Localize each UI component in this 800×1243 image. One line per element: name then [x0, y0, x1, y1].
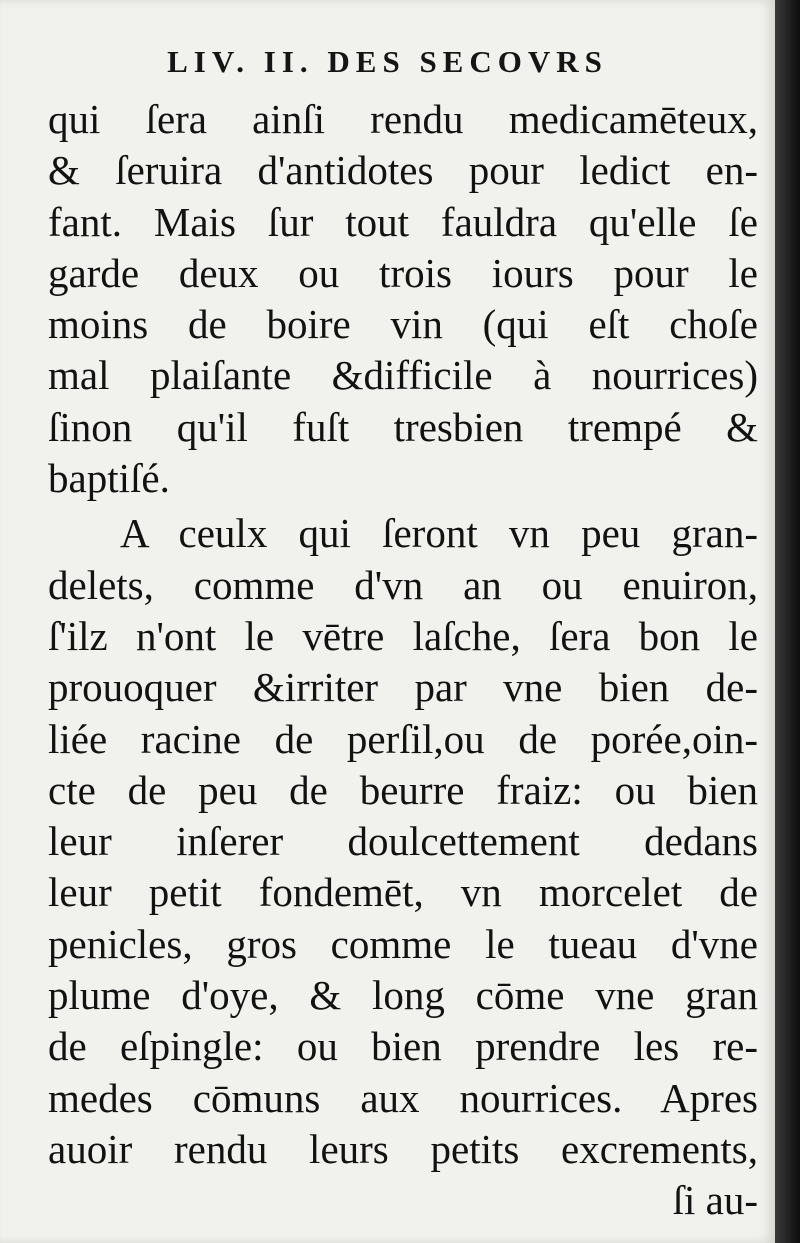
- text-line: cte de peu de beurre fraiz: ou bien: [48, 766, 758, 813]
- text-line: mal plaiſante &difficile à nourrices): [48, 352, 758, 399]
- body-text: [48, 94, 758, 1227]
- text-line: & ſeruira d'antidotes pour ledict en-: [48, 147, 758, 194]
- page-edge-shadow: [775, 0, 800, 1243]
- text-line: ſ'ilz n'ont le vētre laſche, ſera bon le: [48, 612, 758, 659]
- text-line: fant. Mais ſur tout fauldra qu'elle ſe: [48, 198, 758, 245]
- catchword: ſi au-: [672, 1177, 758, 1224]
- paragraph: [48, 94, 758, 504]
- text-line: de eſpingle: ou bien prendre les re-: [48, 1023, 758, 1070]
- text-line: leur petit fondemēt, vn morcelet de: [48, 869, 758, 916]
- text-line: qui ſera ainſi rendu medicamēteux,: [48, 96, 758, 142]
- text-line: garde deux ou trois iours pour le: [48, 249, 758, 296]
- text-line: medes cōmuns aux nourrices. Apres: [48, 1074, 758, 1121]
- text-line: delets, comme d'vn an ou enuiron,: [48, 561, 758, 608]
- text-line: liée racine de perſil,ou de porée,oin-: [48, 715, 758, 762]
- text-line: auoir rendu leurs petits excrements,: [48, 1125, 758, 1172]
- text-line: prouoquer &irriter par vne bien de-: [48, 664, 758, 711]
- text-line: moins de boire vin (qui eſt choſe: [48, 301, 758, 348]
- text-line: A ceulx qui ſeront vn peu gran-: [120, 510, 758, 557]
- text-line: leur inſerer doulcettement dedans: [48, 818, 758, 865]
- text-line: plume d'oye, & long cōme vne gran: [48, 972, 758, 1019]
- text-line: ſinon qu'il fuſt tresbien trempé &: [48, 403, 758, 450]
- text-line: penicles, gros comme le tueau d'vne: [48, 920, 758, 967]
- paragraph: [48, 508, 758, 1226]
- running-head: LIV. II. DES SECOVRS: [167, 44, 608, 79]
- text-line: baptiſé.: [48, 455, 170, 502]
